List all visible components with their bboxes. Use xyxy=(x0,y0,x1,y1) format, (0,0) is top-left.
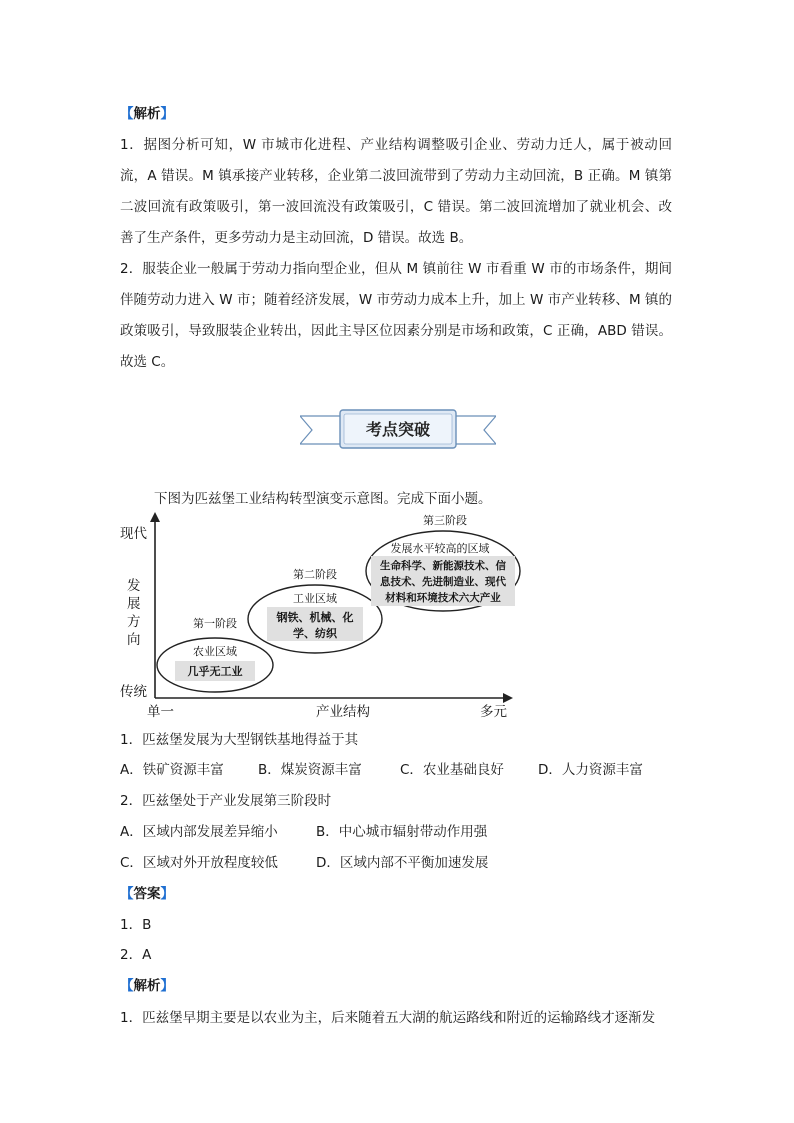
analysis-2-paragraph-1: 1．匹兹堡早期主要是以农业为主，后来随着五大湖的航运路线和附近的运输路线才逐渐发 xyxy=(120,1010,656,1026)
y-label-direction-2: 展 xyxy=(127,596,141,612)
q2-option-b: B．中心城市辐射带动作用强 xyxy=(316,824,488,840)
stage3-desc-line2: 息技术、先进制造业、现代 xyxy=(380,576,506,588)
y-axis-arrow xyxy=(150,512,160,522)
answer-heading: 【答案】 xyxy=(120,886,174,902)
y-label-modern: 现代 xyxy=(120,526,147,542)
y-label-traditional: 传统 xyxy=(120,684,147,700)
answer-2: 2．A xyxy=(120,947,152,963)
y-label-direction-4: 向 xyxy=(127,632,141,648)
analysis-heading-2: 【解析】 xyxy=(120,978,174,994)
x-label-diverse: 多元 xyxy=(480,704,507,720)
industry-structure-diagram xyxy=(115,508,525,723)
x-axis-arrow xyxy=(503,693,513,703)
y-label-direction-3: 方 xyxy=(127,614,141,630)
q2-option-d: D．区域内部不平衡加速发展 xyxy=(316,855,489,871)
q2-option-c: C．区域对外开放程度较低 xyxy=(120,855,278,871)
q2-option-a: A．区域内部发展差异缩小 xyxy=(120,824,278,840)
q1-option-b: B．煤炭资源丰富 xyxy=(258,762,362,778)
analysis-paragraph-2: 2．服装企业一般属于劳动力指向型企业，但从 M 镇前往 W 市看重 W 市的市场条件，期间伴随劳动力进入 W 市；随着经济发展，W 市劳动力成本上升，加上 W 市产业转移、M 镇的政策吸引，导致服装企业转出，因此主导区位因素分别是市场和政策，C 正确，ABD 错误。故选 C。 xyxy=(120,261,672,370)
stage2-label: 第二阶段 xyxy=(293,568,337,581)
stage2-desc-line2: 学、纺织 xyxy=(293,627,337,640)
stage1-title: 农业区域 xyxy=(193,645,237,658)
stage2-desc-line1: 钢铁、机械、化 xyxy=(276,611,354,624)
section-banner xyxy=(300,408,496,452)
question-1: 1．匹兹堡发展为大型钢铁基地得益于其 xyxy=(120,732,359,748)
y-label-direction-1: 发 xyxy=(127,578,141,594)
q1-option-a: A．铁矿资源丰富 xyxy=(120,762,224,778)
stage1-desc: 几乎无工业 xyxy=(187,665,243,678)
banner-text: 考点突破 xyxy=(365,420,431,439)
stage2-title: 工业区域 xyxy=(293,592,337,605)
stage3-label: 第三阶段 xyxy=(423,514,467,527)
q1-option-d: D．人力资源丰富 xyxy=(538,762,643,778)
x-label-structure: 产业结构 xyxy=(316,704,370,720)
stage3-title: 发展水平较高的区域 xyxy=(390,542,490,555)
stage1-label: 第一阶段 xyxy=(193,617,237,630)
q1-option-c: C．农业基础良好 xyxy=(400,762,504,778)
analysis-heading: 【解析】 xyxy=(120,106,174,122)
x-label-single: 单一 xyxy=(147,704,174,720)
answer-1: 1．B xyxy=(120,917,152,933)
question-intro: 下图为匹兹堡工业结构转型演变示意图。完成下面小题。 xyxy=(154,491,492,507)
analysis-paragraph-1: 1．据图分析可知，W 市城市化进程、产业结构调整吸引企业、劳动力迁人，属于被动回流，A 错误。M 镇承接产业转移，企业第二波回流带到了劳动力主动回流，B 正确。M 镇第二波回流有政策吸引，第一波回流没有政策吸引，C 错误。第二波回流增加了就业机会、改善了生产条件，更多劳动力是主动回流，D 错误。故选 B。 xyxy=(120,137,672,246)
question-2: 2．匹兹堡处于产业发展第三阶段时 xyxy=(120,793,332,809)
banner-ribbon-graphic xyxy=(300,408,496,452)
stage3-desc-line1: 生命科学、新能源技术、信 xyxy=(380,560,506,572)
stage3-desc-line3: 材料和环境技术六大产业 xyxy=(385,592,501,604)
